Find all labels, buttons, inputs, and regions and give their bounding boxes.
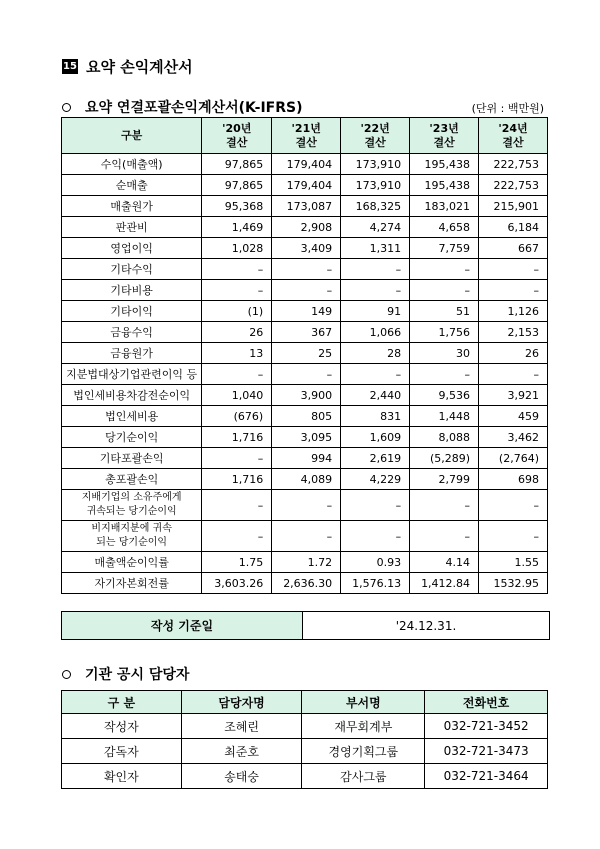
table-row bbox=[62, 217, 548, 238]
row-label: 금융원가 bbox=[62, 343, 202, 364]
contacts-cell: 송태숭 bbox=[181, 764, 302, 789]
value-cell: 222,753 bbox=[479, 175, 548, 196]
contacts-row bbox=[62, 739, 548, 764]
contacts-cell: 조혜린 bbox=[181, 714, 302, 739]
section-heading bbox=[62, 56, 193, 77]
value-cell: – bbox=[272, 259, 341, 280]
row-label: 영업이익 bbox=[62, 238, 202, 259]
value-cell: – bbox=[479, 521, 548, 552]
value-cell: 173,087 bbox=[272, 196, 341, 217]
value-cell: 173,910 bbox=[341, 154, 410, 175]
contacts-table bbox=[61, 690, 548, 789]
value-cell: 9,536 bbox=[410, 385, 479, 406]
table-row bbox=[62, 175, 548, 196]
value-cell: 367 bbox=[272, 322, 341, 343]
value-cell: 168,325 bbox=[341, 196, 410, 217]
value-cell: 1,716 bbox=[202, 427, 272, 448]
value-cell: 1,469 bbox=[202, 217, 272, 238]
table-row bbox=[62, 385, 548, 406]
value-cell: (2,764) bbox=[479, 448, 548, 469]
income-subheading bbox=[62, 97, 303, 117]
row-label: 기타수익 bbox=[62, 259, 202, 280]
value-cell: 3,900 bbox=[272, 385, 341, 406]
table-row bbox=[62, 521, 548, 552]
value-cell: (5,289) bbox=[410, 448, 479, 469]
value-cell: 2,440 bbox=[341, 385, 410, 406]
row-label: 지분법대상기업관련이익 등 bbox=[62, 364, 202, 385]
value-cell: – bbox=[479, 364, 548, 385]
value-cell: 26 bbox=[479, 343, 548, 364]
value-cell: – bbox=[410, 490, 479, 521]
row-label: 기타이익 bbox=[62, 301, 202, 322]
table-row bbox=[62, 552, 548, 573]
value-cell: – bbox=[202, 490, 272, 521]
row-label: 순매출 bbox=[62, 175, 202, 196]
value-cell: 1.55 bbox=[479, 552, 548, 573]
table-row bbox=[62, 364, 548, 385]
contacts-cell: 032-721-3473 bbox=[425, 739, 548, 764]
income-title: 요약 연결포괄손익계산서(K-IFRS) bbox=[85, 100, 303, 116]
row-label: 매출액순이익률 bbox=[62, 552, 202, 573]
contacts-cell: 감독자 bbox=[62, 739, 182, 764]
value-cell: 25 bbox=[272, 343, 341, 364]
income-statement-table bbox=[61, 117, 548, 594]
table-row bbox=[62, 490, 548, 521]
value-cell: 195,438 bbox=[410, 154, 479, 175]
value-cell: 3,921 bbox=[479, 385, 548, 406]
value-cell: 1,066 bbox=[341, 322, 410, 343]
value-cell: 4,658 bbox=[410, 217, 479, 238]
value-cell: – bbox=[479, 280, 548, 301]
value-cell: 3,095 bbox=[272, 427, 341, 448]
value-cell: – bbox=[202, 280, 272, 301]
value-cell: – bbox=[341, 259, 410, 280]
value-cell: – bbox=[272, 521, 341, 552]
value-cell: 1.72 bbox=[272, 552, 341, 573]
contacts-header-cell: 부서명 bbox=[302, 691, 425, 714]
row-label: 비지배지분에 귀속 되는 당기순이익 bbox=[62, 521, 202, 552]
value-cell: 30 bbox=[410, 343, 479, 364]
value-cell: 51 bbox=[410, 301, 479, 322]
value-cell: 0.93 bbox=[341, 552, 410, 573]
contacts-subheading bbox=[62, 664, 189, 684]
value-cell: 831 bbox=[341, 406, 410, 427]
value-cell: – bbox=[410, 280, 479, 301]
circle-bullet-icon bbox=[62, 670, 71, 679]
value-cell: 8,088 bbox=[410, 427, 479, 448]
contacts-header-row bbox=[62, 691, 548, 714]
value-cell: 1,412.84 bbox=[410, 573, 479, 594]
unit-label: (단위 : 백만원) bbox=[471, 102, 544, 115]
contacts-header-cell: 담당자명 bbox=[181, 691, 302, 714]
contacts-cell: 작성자 bbox=[62, 714, 182, 739]
value-cell: 4,274 bbox=[341, 217, 410, 238]
contacts-row bbox=[62, 764, 548, 789]
value-cell: 1,609 bbox=[341, 427, 410, 448]
value-cell: 698 bbox=[479, 469, 548, 490]
header-year: '20년 결산 bbox=[202, 118, 272, 154]
value-cell: 173,910 bbox=[341, 175, 410, 196]
table-row bbox=[62, 343, 548, 364]
value-cell: – bbox=[272, 490, 341, 521]
value-cell: (1) bbox=[202, 301, 272, 322]
value-cell: 1,756 bbox=[410, 322, 479, 343]
value-cell: 26 bbox=[202, 322, 272, 343]
value-cell: 1,028 bbox=[202, 238, 272, 259]
value-cell: 2,153 bbox=[479, 322, 548, 343]
value-cell: – bbox=[341, 521, 410, 552]
value-cell: – bbox=[341, 280, 410, 301]
value-cell: 91 bbox=[341, 301, 410, 322]
table-row bbox=[62, 301, 548, 322]
value-cell: – bbox=[202, 448, 272, 469]
row-label: 지배기업의 소유주에게 귀속되는 당기순이익 bbox=[62, 490, 202, 521]
header-year: '24년 결산 bbox=[479, 118, 548, 154]
circle-bullet-icon bbox=[62, 103, 71, 112]
value-cell: – bbox=[341, 364, 410, 385]
value-cell: 4,089 bbox=[272, 469, 341, 490]
contacts-cell: 최준호 bbox=[181, 739, 302, 764]
value-cell: – bbox=[272, 364, 341, 385]
value-cell: – bbox=[272, 280, 341, 301]
value-cell: 2,908 bbox=[272, 217, 341, 238]
basis-date-value: '24.12.31. bbox=[395, 618, 457, 633]
header-year: '22년 결산 bbox=[341, 118, 410, 154]
table-row bbox=[62, 427, 548, 448]
contacts-cell: 경영기획그룹 bbox=[302, 739, 425, 764]
value-cell: – bbox=[202, 259, 272, 280]
value-cell: 2,619 bbox=[341, 448, 410, 469]
value-cell: 1,311 bbox=[341, 238, 410, 259]
basis-date-label: 작성 기준일 bbox=[62, 612, 303, 639]
value-cell: 994 bbox=[272, 448, 341, 469]
row-label: 판관비 bbox=[62, 217, 202, 238]
value-cell: 1,040 bbox=[202, 385, 272, 406]
value-cell: 805 bbox=[272, 406, 341, 427]
table-row bbox=[62, 280, 548, 301]
row-label: 매출원가 bbox=[62, 196, 202, 217]
value-cell: 7,759 bbox=[410, 238, 479, 259]
table-row bbox=[62, 469, 548, 490]
contacts-cell: 감사그룹 bbox=[302, 764, 425, 789]
header-year: '23년 결산 bbox=[410, 118, 479, 154]
row-label: 총포괄손익 bbox=[62, 469, 202, 490]
row-label: 법인세비용차감전순이익 bbox=[62, 385, 202, 406]
value-cell: 1,126 bbox=[479, 301, 548, 322]
contacts-header-cell: 구 분 bbox=[62, 691, 182, 714]
value-cell: – bbox=[202, 521, 272, 552]
contacts-header-cell: 전화번호 bbox=[425, 691, 548, 714]
value-cell: 1532.95 bbox=[479, 573, 548, 594]
value-cell: 3,409 bbox=[272, 238, 341, 259]
table-row bbox=[62, 196, 548, 217]
value-cell: 1,576.13 bbox=[341, 573, 410, 594]
contacts-row bbox=[62, 714, 548, 739]
value-cell: 183,021 bbox=[410, 196, 479, 217]
value-cell: – bbox=[202, 364, 272, 385]
value-cell: 149 bbox=[272, 301, 341, 322]
contacts-title: 기관 공시 담당자 bbox=[85, 667, 190, 683]
value-cell: 667 bbox=[479, 238, 548, 259]
table-row bbox=[62, 573, 548, 594]
value-cell: 4,229 bbox=[341, 469, 410, 490]
value-cell: – bbox=[479, 259, 548, 280]
header-category: 구분 bbox=[62, 118, 202, 154]
table-row bbox=[62, 259, 548, 280]
table-row bbox=[62, 406, 548, 427]
row-label: 당기순이익 bbox=[62, 427, 202, 448]
value-cell: 95,368 bbox=[202, 196, 272, 217]
value-cell: 195,438 bbox=[410, 175, 479, 196]
value-cell: 97,865 bbox=[202, 154, 272, 175]
table-row bbox=[62, 238, 548, 259]
value-cell: 6,184 bbox=[479, 217, 548, 238]
value-cell: – bbox=[410, 259, 479, 280]
value-cell: 222,753 bbox=[479, 154, 548, 175]
table-row bbox=[62, 154, 548, 175]
value-cell: 2,799 bbox=[410, 469, 479, 490]
basis-date-box bbox=[61, 611, 550, 640]
value-cell: 3,462 bbox=[479, 427, 548, 448]
value-cell: 459 bbox=[479, 406, 548, 427]
value-cell: – bbox=[341, 490, 410, 521]
value-cell: 179,404 bbox=[272, 175, 341, 196]
table-row bbox=[62, 448, 548, 469]
value-cell: 215,901 bbox=[479, 196, 548, 217]
row-label: 기타비용 bbox=[62, 280, 202, 301]
value-cell: 3,603.26 bbox=[202, 573, 272, 594]
section-title: 요약 손익계산서 bbox=[86, 58, 193, 76]
value-cell: 1.75 bbox=[202, 552, 272, 573]
value-cell: 13 bbox=[202, 343, 272, 364]
value-cell: 97,865 bbox=[202, 175, 272, 196]
row-label: 자기자본회전률 bbox=[62, 573, 202, 594]
value-cell: – bbox=[479, 490, 548, 521]
value-cell: (676) bbox=[202, 406, 272, 427]
value-cell: 1,716 bbox=[202, 469, 272, 490]
row-label: 기타포괄손익 bbox=[62, 448, 202, 469]
row-label: 수익(매출액) bbox=[62, 154, 202, 175]
value-cell: 2,636.30 bbox=[272, 573, 341, 594]
row-label: 금융수익 bbox=[62, 322, 202, 343]
table-row bbox=[62, 322, 548, 343]
table-header-row bbox=[62, 118, 548, 154]
value-cell: 179,404 bbox=[272, 154, 341, 175]
contacts-cell: 재무회계부 bbox=[302, 714, 425, 739]
value-cell: – bbox=[410, 521, 479, 552]
contacts-cell: 032-721-3464 bbox=[425, 764, 548, 789]
header-year: '21년 결산 bbox=[272, 118, 341, 154]
value-cell: 28 bbox=[341, 343, 410, 364]
section-number-badge: 15 bbox=[63, 61, 77, 72]
contacts-cell: 032-721-3452 bbox=[425, 714, 548, 739]
value-cell: 1,448 bbox=[410, 406, 479, 427]
value-cell: 4.14 bbox=[410, 552, 479, 573]
row-label: 법인세비용 bbox=[62, 406, 202, 427]
value-cell: – bbox=[410, 364, 479, 385]
contacts-cell: 확인자 bbox=[62, 764, 182, 789]
